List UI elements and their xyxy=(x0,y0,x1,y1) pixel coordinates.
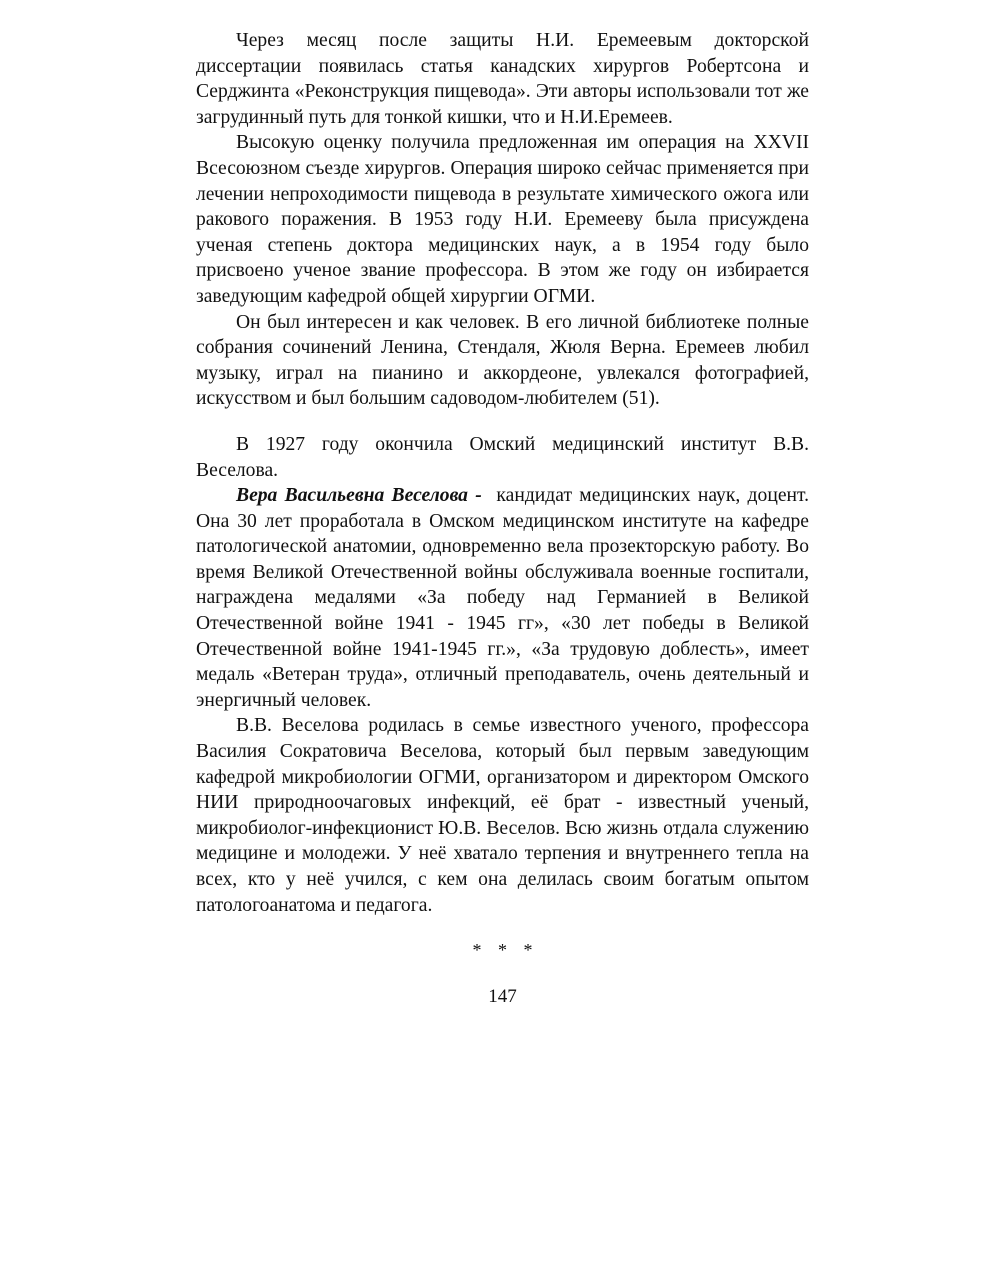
page-number: 147 xyxy=(488,985,517,1007)
document-page xyxy=(196,28,809,1009)
paragraph-family: В.В. Веселова родилась в семье известного ученого, профессора Василия Сократовича Веселова, который был первым заведующим кафедрой микробиологии ОГМИ, организатором и директором Омского НИИ природноочаговых инфекций, её брат - известный ученый, микробиолог-инфекционист Ю.В. Веселов. Всю жизнь отдала служению медицине и молодежи. У неё хватало терпения и внутреннего тепла на всех, кто у неё учился, с кем она делилась своим богатым опытом патологоанатома и педагога. xyxy=(196,715,809,916)
bio-name: Вера Васильевна Веселова - xyxy=(236,485,482,507)
paragraph-biography xyxy=(196,483,809,713)
section-gap xyxy=(196,412,809,432)
paragraph-dissertation: Через месяц после защиты Н.И. Еремеевым докторской диссертации появилась статья канадских хирургов Робертсона и Серджинта «Реконструкция пищевода». Эти авторы использовали тот же загрудинный путь для тонкой кишки, что и Н.И.Еремеев. xyxy=(196,30,809,128)
paragraph-operation: Высокую оценку получила предложенная им операция на XXVII Всесоюзном съезде хирургов. Операция широко сейчас применяется при лечении непроходимости пищевода в результате химического ожога или ракового поражения. В 1953 году Н.И. Еремееву была присуждена ученая степень доктора медицинских наук, а в 1954 году было присвоено ученое звание профессора. В этом же году он избирается заведующим кафедрой общей хирургии ОГМИ. xyxy=(196,132,809,307)
paragraph-graduation: В 1927 году окончила Омский медицинский институт В.В. Веселова. xyxy=(196,433,809,481)
section-separator: * * * xyxy=(472,940,539,961)
bio-text: кандидат медицинских наук, доцент. Она 30 лет проработала в Омском медицинском институте на кафедре патологической анатомии, одновременно вела прозекторскую работу. Во время Великой Отечественной войны обслуживала военные госпитали, награждена медалями «За победу над Германией в Великой Отечественной войне 1941 - 1945 гг», «30 лет победы в Великой Отечественной войне 1941-1945 гг.», «За трудовую доблесть», имеет медаль «Ветеран труда», отличный преподаватель, очень деятельный и энергичный человек. xyxy=(196,485,809,711)
paragraph-personality: Он был интересен и как человек. В его личной библиотеке полные собрания сочинений Ленина, Стендаля, Жюля Верна. Еремеев любил музыку, играл на пианино и аккордеоне, увлекался фотографией, искусством и был большим садоводом-любителем (51). xyxy=(196,311,809,410)
